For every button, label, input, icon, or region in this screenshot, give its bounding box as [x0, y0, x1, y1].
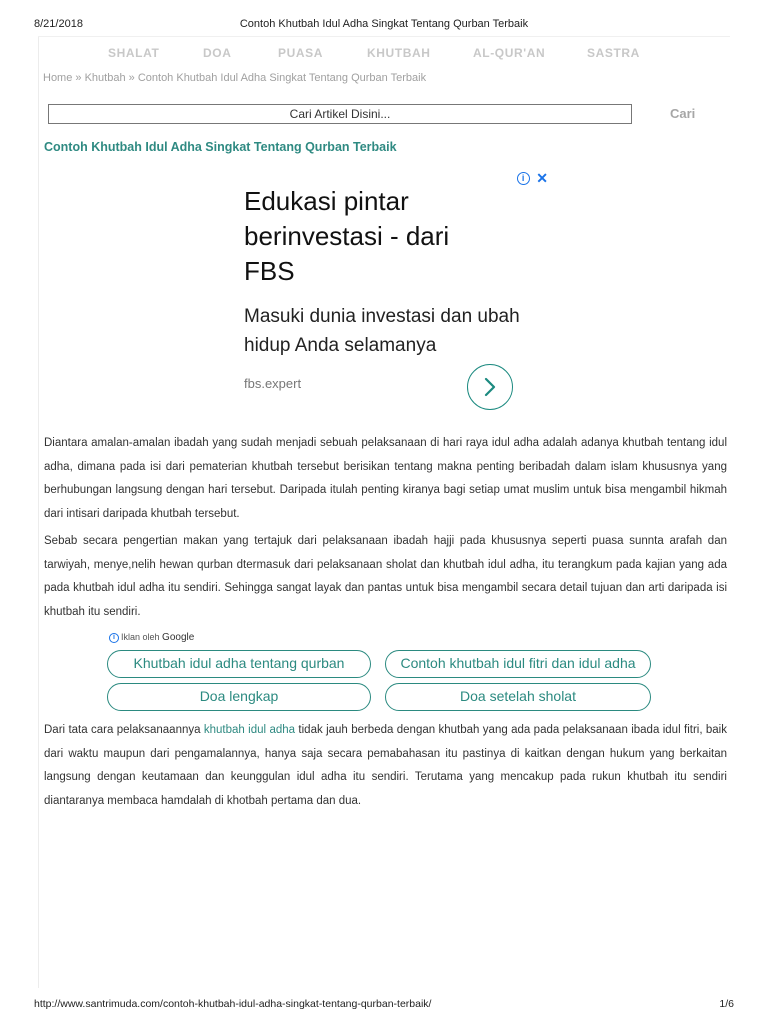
ad-link-button[interactable]: Doa lengkap — [107, 683, 371, 711]
nav-item-sastra[interactable]: SASTRA — [587, 46, 640, 60]
breadcrumb-category[interactable]: Khutbah — [84, 72, 126, 84]
nav-item-khutbah[interactable]: KHUTBAH — [367, 46, 431, 60]
article-paragraph: Diantara amalan-amalan ibadah yang sudah menjadi sebuah pelaksanaan di hari raya idul adha adalah adanya khutbah tentang idul adha, dimana pada isi dari pematerian khutbah tersebut berisikan tentang makna penting beribadah dalam islam khususnya yang berhubungan langsung dengan hari tersebut. Daripada itulah penting kiranya bagi setiap umat muslim untuk bisa mengambil hikmah dari intisari daripada khutbah tersebut. — [44, 437, 727, 520]
ad-link-button[interactable]: Doa setelah sholat — [385, 683, 651, 711]
ad-link-button[interactable]: Contoh khutbah idul fitri dan idul adha — [385, 650, 651, 678]
article-paragraph: Sebab secara pengertian makan yang tertajuk dari pelaksanaan ibadah hajji pada khususnya seperti puasa sunnta arafah dan tarwiyah, menye,nelih hewan qurban dtermasuk dari pelaksanaan sholat dan khutbah idul adha, itu terangkum pada kajian yang ada pada khutbah idul adha itu sendiri. Sehingga sangat layak dan pantas untuk bisa mengambil secara detail tujuan dan arti daripada isi khutbah itu sendiri. — [44, 535, 727, 618]
ad-link-unit — [107, 630, 651, 712]
paragraph-text: tidak jauh berbeda dengan khutbah yang ada pada pelaksanaan ibada idul fitri, baik dari waktu maupun dari pengamalannya, hanya saja secara pemabahasan itu pastinya di kaitkan dengan hukum yang berkaitan langsung dengan keutamaan dan keunggulan idul adha itu sendiri. Terutama yang mencakup pada rukun khutbah itu sendiri diantaranya membaca hamdalah di khotbah pertama dan dua. — [44, 724, 727, 807]
info-icon[interactable]: i — [517, 172, 530, 185]
inline-link-khutbah-idul-adha[interactable]: khutbah idul adha — [203, 724, 296, 736]
page-top-border — [38, 36, 730, 37]
ads-by-label: Iklan oleh — [121, 632, 160, 642]
chevron-right-icon — [482, 377, 498, 397]
search-input[interactable] — [48, 104, 632, 124]
ad-arrow-button[interactable] — [467, 364, 513, 410]
print-footer — [34, 998, 734, 1012]
breadcrumb-home[interactable]: Home — [43, 72, 73, 84]
ad-link-button[interactable]: Khutbah idul adha tentang qurban — [107, 650, 371, 678]
print-header — [34, 18, 734, 32]
nav-item-shalat[interactable]: SHALAT — [108, 46, 160, 60]
display-ad[interactable] — [226, 168, 554, 418]
print-page-number: 1/6 — [719, 998, 734, 1010]
close-icon[interactable]: ✕ — [536, 170, 548, 187]
ad-headline[interactable]: Edukasi pintar berinvestasi - dari FBS — [244, 186, 450, 286]
nav-item-alquran[interactable]: AL-QUR'AN — [473, 46, 546, 60]
google-label: Google — [162, 632, 195, 643]
ad-domain: fbs.expert — [244, 376, 302, 391]
print-title: Contoh Khutbah Idul Adha Singkat Tentang Qurban Terbaik — [239, 18, 529, 30]
print-date: 8/21/2018 — [34, 18, 83, 30]
main-nav — [38, 40, 730, 66]
nav-item-doa[interactable]: DOA — [203, 46, 232, 60]
info-icon: i — [109, 633, 119, 643]
ad-controls — [514, 170, 548, 187]
post-title: Contoh Khutbah Idul Adha Singkat Tentang Qurban Terbaik — [44, 140, 397, 154]
ad-description: Masuki dunia investasi dan ubah hidup Anda selamanya — [244, 306, 520, 356]
nav-item-puasa[interactable]: PUASA — [278, 46, 324, 60]
ads-by-google[interactable] — [109, 632, 194, 643]
breadcrumb-separator: » — [128, 72, 135, 84]
page-left-border — [38, 36, 39, 988]
breadcrumb-current: Contoh Khutbah Idul Adha Singkat Tentang Qurban Terbaik — [137, 72, 427, 84]
article-paragraph — [44, 719, 727, 813]
print-url: http://www.santrimuda.com/contoh-khutbah-idul-adha-singkat-tentang-qurban-terbaik/ — [34, 998, 432, 1010]
breadcrumb-separator: » — [75, 72, 82, 84]
search-button[interactable]: Cari — [670, 106, 696, 121]
paragraph-text: Dari tata cara pelaksanaannya — [44, 724, 204, 736]
breadcrumb — [43, 72, 426, 84]
